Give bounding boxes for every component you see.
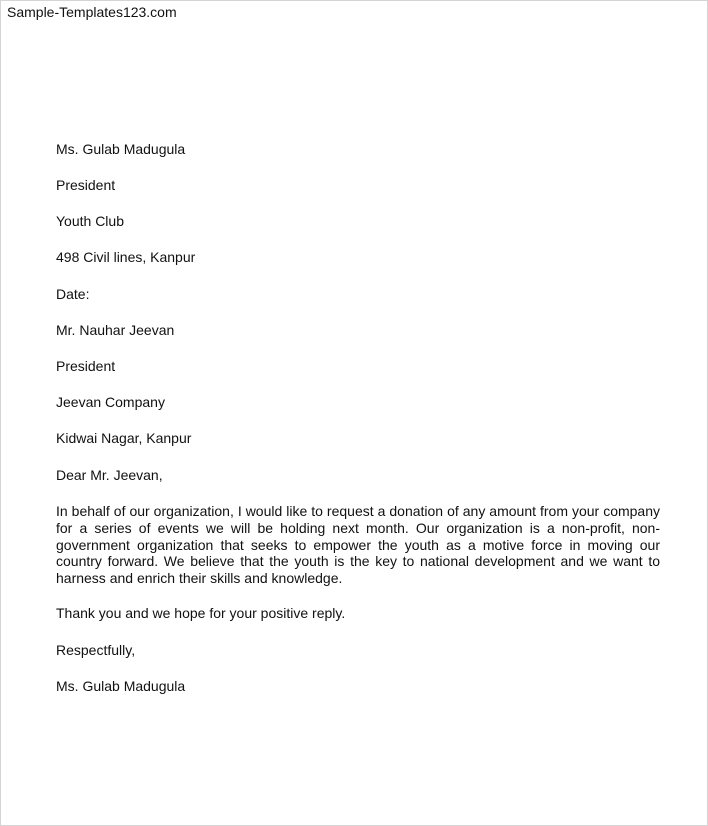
salutation: Dear Mr. Jeevan, (56, 467, 163, 483)
recipient-address: Kidwai Nagar, Kanpur (56, 430, 192, 446)
valediction: Respectfully, (56, 642, 136, 658)
recipient-title: President (56, 358, 116, 374)
signature-name: Ms. Gulab Madugula (56, 678, 186, 694)
body-paragraph: In behalf of our organization, I would like to request a donation of any amount from your company for a series of events we will be holding next month. Our organization is a non-profit, non-government organization that seeks to empower the youth as a motive force in moving our country forward. We believe that the youth is the key to national development and we want to harness and enrich their skills and knowledge. (56, 503, 660, 587)
sender-address: 498 Civil lines, Kanpur (56, 249, 196, 265)
date-label: Date: (56, 286, 90, 302)
recipient-company: Jeevan Company (56, 394, 165, 410)
sender-organization: Youth Club (56, 213, 124, 229)
site-watermark: Sample-Templates123.com (7, 4, 177, 20)
closing-paragraph: Thank you and we hope for your positive reply. (56, 605, 346, 621)
sender-name: Ms. Gulab Madugula (56, 141, 186, 157)
sender-title: President (56, 177, 116, 193)
recipient-name: Mr. Nauhar Jeevan (56, 322, 175, 338)
